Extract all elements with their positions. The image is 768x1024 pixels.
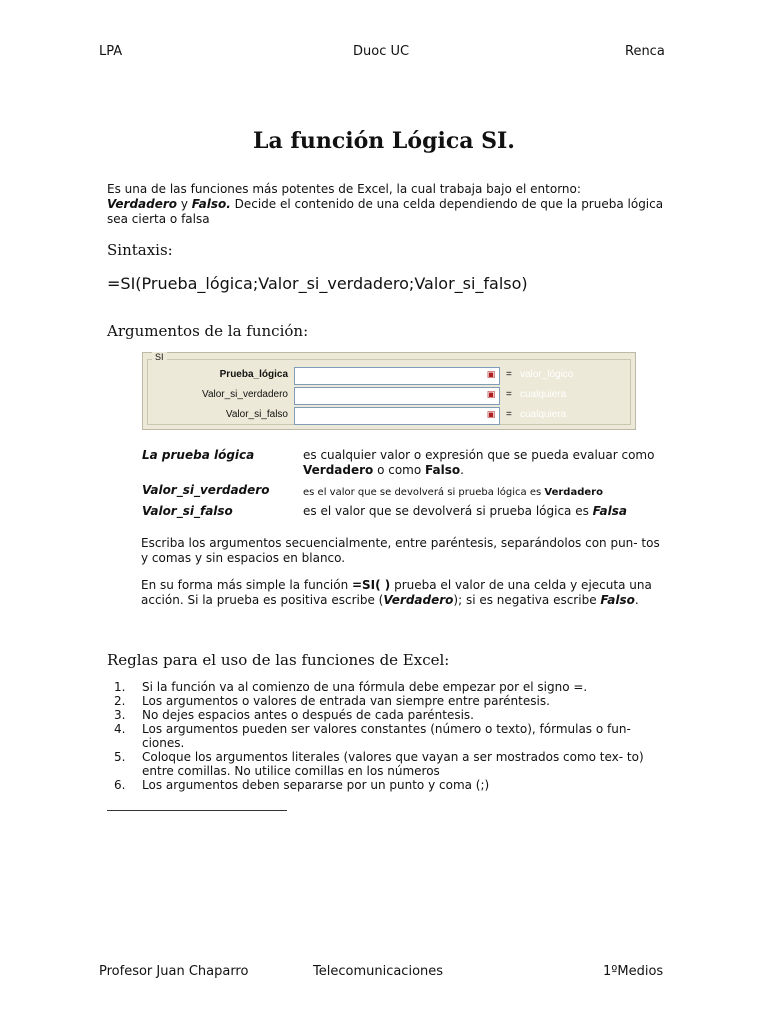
para-verdadero: Verdadero xyxy=(383,593,454,607)
list-item xyxy=(108,708,668,722)
para-text: ); si es negativa escribe xyxy=(453,593,601,607)
list-number: 3. xyxy=(114,708,126,722)
footer-center: Telecomunicaciones xyxy=(313,964,444,979)
list-item xyxy=(108,750,668,778)
definition-text: o como xyxy=(373,463,426,477)
intro-falso: Falso. xyxy=(191,197,231,211)
footer-right: 1ºMedios xyxy=(603,964,664,979)
header-right: Renca xyxy=(625,44,665,59)
para-text: prueba el valor de una celda y ejecuta una acción. Si la prueba es positiva escribe ( xyxy=(141,578,652,607)
function-arguments-dialog xyxy=(142,352,636,430)
list-number: 5. xyxy=(114,750,126,764)
intro-text: Es una de las funciones más potentes de Excel, la cual trabaja bajo el entorno: xyxy=(107,182,581,196)
para-text: En su forma más simple la función xyxy=(141,578,352,592)
para-code: =SI( ) xyxy=(351,578,391,592)
argument-row-prueba-logica xyxy=(148,367,630,385)
intro-verdadero: Verdadero xyxy=(107,197,178,211)
list-item xyxy=(108,778,668,792)
definition-bold: Verdadero xyxy=(303,463,374,477)
footer-left: Profesor Juan Chaparro xyxy=(99,964,249,979)
list-item xyxy=(108,694,668,708)
para-falso: Falso xyxy=(600,593,635,607)
valor-si-verdadero-input[interactable] xyxy=(294,387,500,405)
definition-bold: Verdadero xyxy=(544,487,603,498)
argument-row-valor-si-verdadero xyxy=(148,387,630,405)
argument-equals: = xyxy=(506,389,512,400)
syntax-heading: Sintaxis: xyxy=(107,241,173,259)
definition-desc xyxy=(303,448,663,478)
argument-equals: = xyxy=(506,409,512,420)
definition-term: Valor_si_falso xyxy=(142,504,233,518)
footnote-divider xyxy=(107,810,287,811)
header-left: LPA xyxy=(99,44,123,59)
definition-text: es el valor que se devolverá si prueba lógica es xyxy=(303,504,593,518)
page-title: La función Lógica SI. xyxy=(253,128,515,154)
definition-text: . xyxy=(460,463,464,477)
list-text: Los argumentos pueden ser valores constantes (número o texto), fórmulas o fun- ciones. xyxy=(142,722,631,750)
collapse-dialog-icon[interactable]: ▣ xyxy=(486,390,496,400)
argument-label: Valor_si_verdadero xyxy=(202,389,288,400)
collapse-dialog-icon[interactable]: ▣ xyxy=(486,370,496,380)
arguments-heading: Argumentos de la función: xyxy=(107,322,309,340)
list-number: 1. xyxy=(114,680,126,694)
intro-text-2: Decide el contenido de una celda dependiendo de que la prueba lógica sea cierta o falsa xyxy=(107,197,664,226)
list-text: Los argumentos deben separarse por un punto y coma (;) xyxy=(142,778,490,792)
collapse-dialog-icon[interactable]: ▣ xyxy=(486,410,496,420)
list-number: 2. xyxy=(114,694,126,708)
list-number: 4. xyxy=(114,722,126,736)
definition-bold: Falsa xyxy=(592,504,627,518)
paragraph-simple-form xyxy=(141,578,667,608)
valor-si-falso-input[interactable] xyxy=(294,407,500,425)
list-item xyxy=(108,680,668,694)
dialog-group-label: SI xyxy=(152,352,167,362)
intro-paragraph xyxy=(107,182,667,227)
argument-value: cualquiera xyxy=(520,389,567,400)
rules-list xyxy=(108,680,668,792)
definition-text: es el valor que se devolverá si prueba lógica es xyxy=(303,487,545,498)
para-text: . xyxy=(634,593,639,607)
argument-value: cualquiera xyxy=(520,409,567,420)
definition-text: es cualquier valor o expresión que se pueda evaluar como xyxy=(303,448,655,462)
paragraph-arguments: Escriba los argumentos secuencialmente, entre paréntesis, separándolos con pun- tos y comas y sin espacios en blanco. xyxy=(141,536,660,565)
list-number: 6. xyxy=(114,778,126,792)
prueba-logica-input[interactable] xyxy=(294,367,500,385)
list-text: Los argumentos o valores de entrada van siempre entre paréntesis. xyxy=(142,694,550,708)
argument-row-valor-si-falso xyxy=(148,407,630,425)
list-text: Si la función va al comienzo de una fórmula debe empezar por el signo =. xyxy=(142,680,588,694)
intro-y: y xyxy=(177,197,192,211)
list-text: No dejes espacios antes o después de cada paréntesis. xyxy=(142,708,474,722)
dialog-group xyxy=(147,352,631,425)
list-text: Coloque los argumentos literales (valores que vayan a ser mostrados como tex- to) entre comillas. No utilice comillas en los números xyxy=(142,750,644,778)
argument-label: Valor_si_falso xyxy=(225,409,288,420)
argument-label: Prueba_lógica xyxy=(219,369,288,380)
definition-term: Valor_si_verdadero xyxy=(142,483,270,497)
argument-equals: = xyxy=(506,369,512,380)
rules-heading: Reglas para el uso de las funciones de Excel: xyxy=(107,651,450,669)
list-item xyxy=(108,722,668,750)
syntax-formula: =SI(Prueba_lógica;Valor_si_verdadero;Valor_si_falso) xyxy=(107,274,528,293)
definition-term: La prueba lógica xyxy=(142,448,255,462)
definition-desc xyxy=(303,485,663,500)
definition-bold: Falso xyxy=(425,463,461,477)
argument-value: valor_lógico xyxy=(520,369,574,380)
header-center: Duoc UC xyxy=(353,44,410,59)
definition-desc xyxy=(303,504,663,519)
